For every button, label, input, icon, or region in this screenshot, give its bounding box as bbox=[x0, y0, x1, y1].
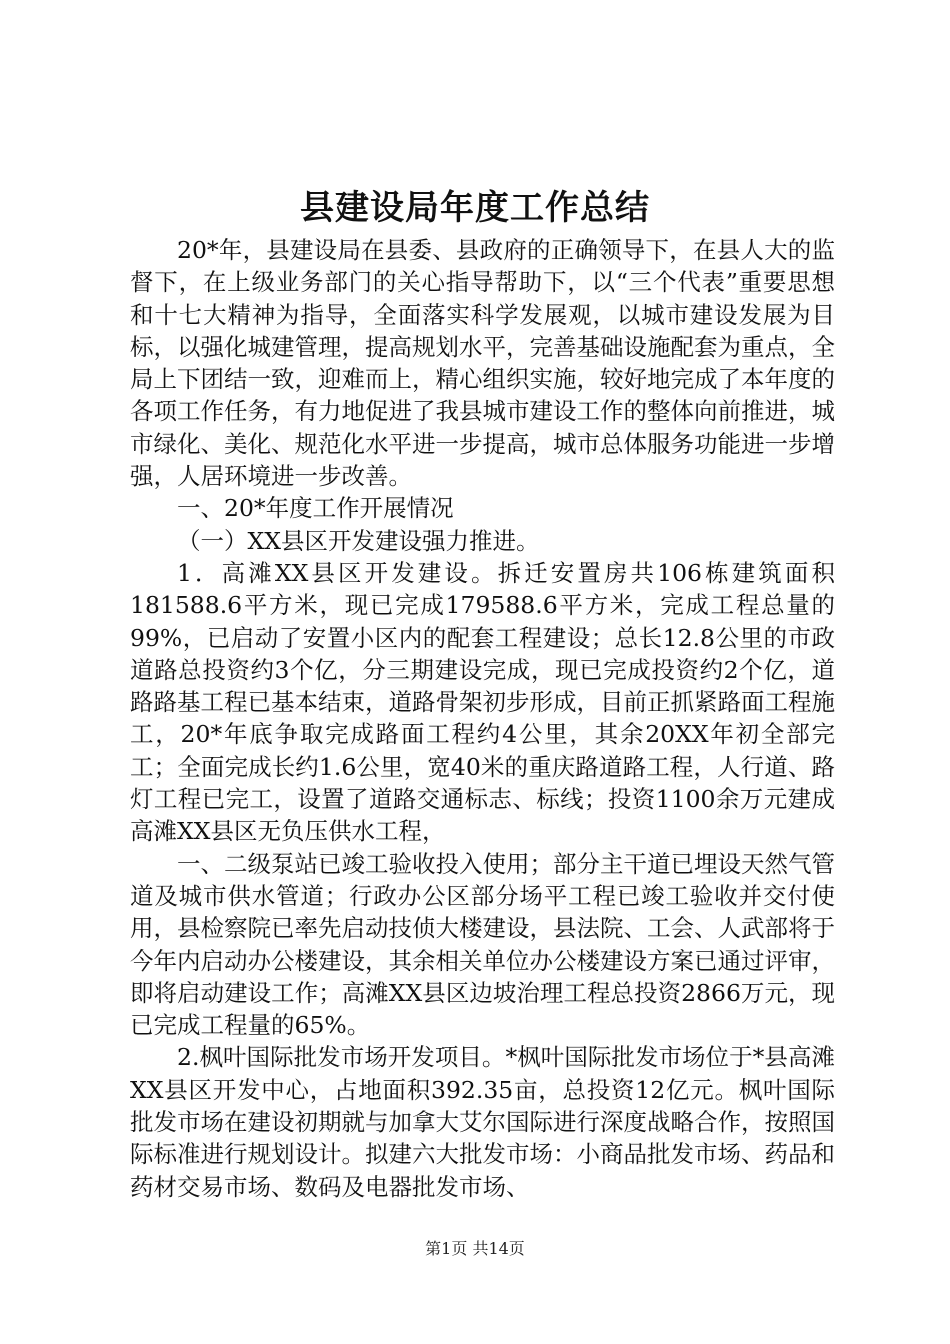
paragraph-item-1-continued: 一、二级泵站已竣工验收投入使用；部分主干道已埋设天然气管道及城市供水管道；行政办公区部分场平工程已竣工验收并交付使用，县检察院已率先启动技侦大楼建设，县法院、工会、人武部将于今年内启动办公楼建设，其余相关单位办公楼建设方案已通过评审，即将启动建设工作；高滩XX县区边坡治理工程总投资2866万元，现已完成工程量的65%。 bbox=[130, 849, 835, 1040]
document-title: 县建设局年度工作总结 bbox=[300, 188, 650, 228]
document-body bbox=[130, 234, 835, 1203]
paragraph-item-2: 2.枫叶国际批发市场开发项目。*枫叶国际批发市场位于*县高滩XX县区开发中心，占地面积392.35亩，总投资12亿元。枫叶国际批发市场在建设初期就与加拿大艾尔国际进行深度战略合作，按照国际标准进行规划设计。拟建六大批发市场：小商品批发市场、药品和药材交易市场、数码及电器批发市场、 bbox=[130, 1043, 835, 1201]
paragraph-item-1: 1．高滩XX县区开发建设。拆迁安置房共106栋建筑面积181588.6平方米，现已完成179588.6平方米，完成工程总量的99%，已启动了安置小区内的配套工程建设；总长12.8公里的市政道路总投资约3个亿，分三期建设完成，现已完成投资约2个亿，道路路基工程已基本结束，道路骨架初步形成，目前正抓紧路面工程施工，20*年底争取完成路面工程约4公里，其余20XX年初全部完工；全面完成长约1.6公里，宽40米的重庆路道路工程，人行道、路灯工程已完工，设置了道路交通标志、标线；投资1100余万元建成高滩XX县区无负压供水工程， bbox=[130, 558, 835, 846]
paragraph-intro: 20*年，县建设局在县委、县政府的正确领导下，在县人大的监督下，在上级业务部门的关心指导帮助下，以“三个代表”重要思想和十七大精神为指导，全面落实科学发展观，以城市建设发展为目标，以强化城建管理，提高规划水平，完善基础设施配套为重点，全局上下团结一致，迎难而上，精心组织实施，较好地完成了本年度的各项工作任务，有力地促进了我县城市建设工作的整体向前推进，城市绿化、美化、规范化水平进一步提高，城市总体服务功能进一步增强，人居环境进一步改善。 bbox=[130, 236, 835, 491]
section-heading: 一、20*年度工作开展情况 bbox=[177, 494, 454, 523]
page-number-footer: 第1页 共14页 bbox=[425, 1239, 525, 1258]
subsection-heading: （一）XX县区开发建设强力推进。 bbox=[177, 526, 540, 555]
